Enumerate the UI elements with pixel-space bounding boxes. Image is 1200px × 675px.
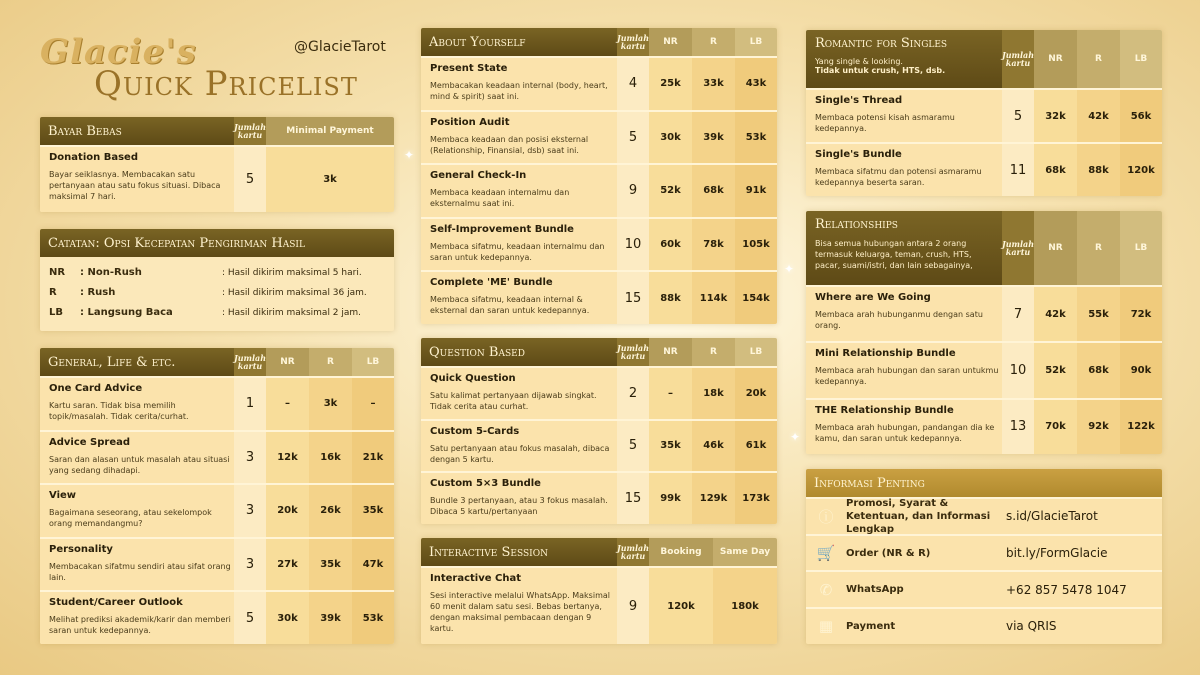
item-cards: 10 [617,219,649,271]
item-price-lb: 56k [1120,90,1162,142]
cart-icon: 🛒 [816,544,836,563]
item-name: Single's Thread [815,95,903,106]
item-desc: Satu kalimat pertanyaan dijawab singkat. Tidak cerita atau curhat. [430,391,597,411]
panel-header [421,28,777,56]
panel-subtitle: Bisa semua hubungan antara 2 orang termasuk keluarga, teman, crush, HTS, pacar, suami/istri, dan lain sebagainya, [815,239,973,270]
brand-handle: @GlacieTarot [294,39,386,55]
panel-title: Question Based [421,338,617,366]
panel-header [806,211,1002,285]
item-price-nr: 12k [266,432,309,484]
item-price-r: 92k [1077,400,1120,454]
item-price-lb: 90k [1120,343,1162,397]
item-cards: 4 [617,58,649,110]
table-row [40,590,394,644]
col-lb: LB [735,338,777,366]
col-r: R [1077,211,1120,285]
panel-relationships [806,211,1162,454]
panel-header [40,348,394,376]
item-name: Present State [430,63,508,74]
panel-header [806,30,1002,88]
info-row [806,534,1162,571]
item-cards: 3 [234,539,266,591]
note-row [40,267,362,278]
table-row [421,471,777,524]
item-cards: 10 [1002,343,1034,397]
note-desc: : Hasil dikirim maksimal 2 jam. [222,307,362,318]
item-price-lb: 61k [735,421,777,472]
item-name: Personality [49,543,113,555]
item-desc: Membaca keadaan internalmu dan eksternalmu saat ini. [430,188,570,209]
note-row [40,307,361,318]
item-cards: 5 [617,421,649,472]
item-price-lb: 47k [352,539,394,591]
note-code: LB [49,307,63,318]
info-label: Payment [846,620,896,632]
note-label: : Langsung Baca [80,307,173,318]
item-price-lb: 120k [1120,144,1162,196]
item-cards: 5 [1002,90,1034,142]
note-row [40,287,367,298]
item-price-nr: 30k [649,112,692,164]
item-price-nr: 35k [649,421,692,472]
item-name: Self-Improvement Bundle [430,223,574,235]
table-row [40,537,394,591]
table-row [421,110,777,164]
panel-header [40,117,394,145]
item-price-r: 42k [1077,90,1120,142]
info-label: WhatsApp [846,584,904,596]
item-cards: 13 [1002,400,1034,454]
item-price-lb: 21k [352,432,394,484]
panel-title: About Yourself [421,28,617,56]
item-price-nr: 60k [649,219,692,271]
note-label: : Rush [80,287,116,298]
item-cards: 3 [234,432,266,484]
item-cards: 5 [234,592,266,644]
table-row [806,285,1162,341]
item-name: Student/Career Outlook [49,597,183,609]
item-price-r: 39k [692,112,735,164]
item-desc: Satu pertanyaan atau fokus masalah, dibaca dengan 5 kartu. [430,443,610,464]
item-price-r: 68k [692,165,735,217]
note-code: NR [49,267,66,278]
item-cards: 5 [617,112,649,164]
item-desc: Membaca sifatmu, keadaan internal & eksternal dan saran untuk kedepannya. [430,295,590,316]
item-desc: Sesi interactive melalui WhatsApp. Maksimal 60 menit dalam satu sesi. Bebas bertanya, dengan maksimal pembacaan dengan 9 kartu. [430,591,610,633]
item-name: Where are We Going [815,292,931,303]
col-jumlah-kartu: Jumlah kartu [617,538,649,566]
item-price-r: 114k [692,272,735,324]
item-price-r: 68k [1077,343,1120,397]
panel-catatan [40,229,394,331]
col-r: R [1077,30,1120,88]
table-row [806,142,1162,196]
item-desc: Bundle 3 pertanyaan, atau 3 fokus masalah. Dibaca 5 kartu/pertanyaan [430,496,608,517]
item-desc: Membaca arah hubungan dan saran untukmu kedepannya. [815,366,999,387]
item-cards: 9 [617,165,649,217]
item-price-nr: 68k [1034,144,1077,196]
panel-informasi-penting [806,469,1162,644]
item-desc: Membaca potensi kisah asmaramu kedepannya. [815,113,955,133]
item-price-lb: 122k [1120,400,1162,454]
item-name: Quick Question [430,373,516,384]
col-jumlah-kartu: Jumlah kartu [1002,211,1034,285]
col-jumlah-kartu: Jumlah kartu [234,348,266,376]
col-r: R [692,338,735,366]
info-value[interactable]: bit.ly/FormGlacie [1006,546,1108,561]
col-minimal-payment: Minimal Payment [266,117,394,145]
item-price-lb: 53k [352,592,394,644]
panel-header [421,538,777,566]
item-desc: Membaca arah hubunganmu dengan satu orang. [815,310,983,330]
table-row [421,566,777,644]
item-price-r: 35k [309,539,352,591]
info-row [806,497,1162,534]
item-cards: 7 [1002,287,1034,341]
col-nr: NR [649,28,692,56]
item-name: Advice Spread [49,436,131,448]
info-value[interactable]: s.id/GlacieTarot [1006,509,1098,524]
info-row [806,607,1162,644]
table-row [421,419,777,472]
table-row [421,56,777,110]
note-code: R [49,287,57,298]
table-row [806,341,1162,397]
panel-interactive-session [421,538,777,644]
item-name: THE Relationship Bundle [815,404,954,416]
item-price-lb: 173k [735,473,777,524]
item-price-lb: 35k [352,485,394,537]
item-price-r: 26k [309,485,352,537]
panel-subtitle-note: Tidak untuk crush, HTS, dsb. [815,66,946,75]
item-price-nr: 88k [649,272,692,324]
panel-bayar-bebas [40,117,394,212]
table-row [806,88,1162,142]
note-label: : Non-Rush [80,267,142,278]
item-name: Position Audit [430,116,510,128]
info-row [806,570,1162,607]
item-cards: 15 [617,473,649,524]
item-price-r: 33k [692,58,735,110]
item-price-r: 16k [309,432,352,484]
panel-header [806,469,1162,497]
item-price-lb: – [352,378,394,430]
panel-title: Romantic for Singles [815,36,948,51]
item-name: General Check-In [430,170,527,182]
col-jumlah-kartu: Jumlah kartu [1002,30,1034,88]
panel-general [40,348,394,644]
item-cards: 2 [617,368,649,419]
table-row [40,483,394,537]
panel-question-based [421,338,777,524]
qr-icon: ▦ [818,617,834,636]
info-label: Order (NR & R) [846,547,931,559]
panel-title: Bayar Bebas [40,117,234,145]
col-lb: LB [352,348,394,376]
item-price-r: 46k [692,421,735,472]
item-name: View [49,490,77,502]
whatsapp-icon: ✆ [819,580,833,599]
item-price-nr: 52k [649,165,692,217]
item-desc: Membaca sifatmu dan potensi asmaramu kedepannya beserta saran. [815,167,982,187]
item-desc: Membaca sifatmu, keadaan internalmu dan saran untuk kedepannya. [430,241,605,262]
item-desc: Kartu saran. Tidak bisa memilih topik/masalah. Tidak cerita/curhat. [49,401,189,421]
table-row [40,145,394,212]
item-desc: Bayar seiklasnya. Membacakan satu pertanyaan atau satu fokus situasi. Dibaca maksimal 7 hari. [49,170,221,201]
info-value[interactable]: via QRIS [1006,619,1057,634]
col-nr: NR [266,348,309,376]
col-nr: NR [649,338,692,366]
brand-glacie: Glacie's [40,32,197,72]
item-price-r: 88k [1077,144,1120,196]
item-desc: Bagaimana seseorang, atau sekelompok orang memandangmu? [49,508,212,529]
item-name: Donation Based [49,152,138,163]
item-price-nr: – [266,378,309,430]
panel-title: General, Life & etc. [40,348,234,376]
item-name: Complete 'ME' Bundle [430,277,553,289]
table-row [40,376,394,430]
item-desc: Membacakan sifatmu sendiri atau sifat orang lain. [49,561,231,582]
col-r: R [692,28,735,56]
panel-header [421,338,777,366]
col-booking: Booking [649,538,713,566]
item-price-nr: 99k [649,473,692,524]
item-price-nr: – [649,368,692,419]
item-desc: Melihat prediksi akademik/karir dan memberi saran untuk kedepannya. [49,615,231,636]
item-price-nr: 30k [266,592,309,644]
info-icon: ⓘ [818,507,834,526]
item-cards: 9 [617,568,649,644]
panel-header [40,229,394,257]
item-price-r: 129k [692,473,735,524]
item-price: 3k [266,147,394,212]
item-price-nr: 20k [266,485,309,537]
item-cards: 3 [234,485,266,537]
item-desc: Membaca keadaan dan posisi eksternal (Relationship, Finansial, dsb) saat ini. [430,134,589,155]
table-row [806,398,1162,454]
item-name: Interactive Chat [430,573,521,584]
item-price-nr: 27k [266,539,309,591]
brand-quick-pricelist: Quick Pricelist [94,64,358,104]
col-nr: NR [1034,30,1077,88]
item-cards: 5 [234,147,266,212]
note-desc: : Hasil dikirim maksimal 36 jam. [222,287,367,298]
item-price-r: 39k [309,592,352,644]
item-price-nr: 32k [1034,90,1077,142]
item-price-lb: 72k [1120,287,1162,341]
item-cards: 1 [234,378,266,430]
info-value[interactable]: +62 857 5478 1047 [1006,582,1127,597]
table-row [40,430,394,484]
col-lb: LB [1120,211,1162,285]
item-price-lb: 43k [735,58,777,110]
table-row [421,270,777,324]
sparkle-icon: ✦ [784,262,795,276]
item-cards: 11 [1002,144,1034,196]
note-desc: : Hasil dikirim maksimal 5 hari. [222,267,362,278]
item-price-r: 3k [309,378,352,430]
item-price-nr: 25k [649,58,692,110]
item-price-lb: 20k [735,368,777,419]
panel-romantic-singles [806,30,1162,196]
panel-title: Informasi Penting [806,469,1162,497]
col-nr: NR [1034,211,1077,285]
panel-title: Relationships [815,217,898,232]
item-desc: Saran dan alasan untuk masalah atau situasi yang sedang dihadapi. [49,454,230,475]
panel-about-yourself [421,28,777,324]
item-price-lb: 105k [735,219,777,271]
col-lb: LB [735,28,777,56]
sparkle-icon: ✦ [790,430,801,444]
panel-subtitle: Yang single & looking. [815,57,903,66]
item-price-nr: 70k [1034,400,1077,454]
item-price-lb: 91k [735,165,777,217]
item-name: Mini Relationship Bundle [815,348,956,360]
item-name: Custom 5-Cards [430,425,520,437]
item-price-lb: 53k [735,112,777,164]
col-r: R [309,348,352,376]
item-price-r: 55k [1077,287,1120,341]
panel-title: Catatan: Opsi Kecepatan Pengiriman Hasil [40,229,394,257]
item-price-nr: 42k [1034,287,1077,341]
col-same-day: Same Day [713,538,777,566]
item-desc: Membacakan keadaan internal (body, heart, mind & spirit) saat ini. [430,81,608,101]
table-row [421,163,777,217]
item-price-lb: 154k [735,272,777,324]
item-price-r: 18k [692,368,735,419]
item-price-nr: 52k [1034,343,1077,397]
item-name: Single's Bundle [815,149,902,160]
col-jumlah-kartu: Jumlah kartu [617,28,649,56]
item-desc: Membaca arah hubungan, pandangan dia ke kamu, dan saran untuk kedepannya. [815,422,995,443]
col-jumlah-kartu: Jumlah kartu [234,117,266,145]
table-row [421,366,777,419]
info-label: Promosi, Syarat & Ketentuan, dan Informasi Lengkap [846,497,991,535]
table-row [421,217,777,271]
col-jumlah-kartu: Jumlah kartu [617,338,649,366]
item-price-booking: 120k [649,568,713,644]
item-name: One Card Advice [49,383,143,394]
item-price-r: 78k [692,219,735,271]
item-name: Custom 5×3 Bundle [430,478,541,490]
item-price-same-day: 180k [713,568,777,644]
item-cards: 15 [617,272,649,324]
col-lb: LB [1120,30,1162,88]
sparkle-icon: ✦ [404,148,415,162]
panel-title: Interactive Session [421,538,617,566]
